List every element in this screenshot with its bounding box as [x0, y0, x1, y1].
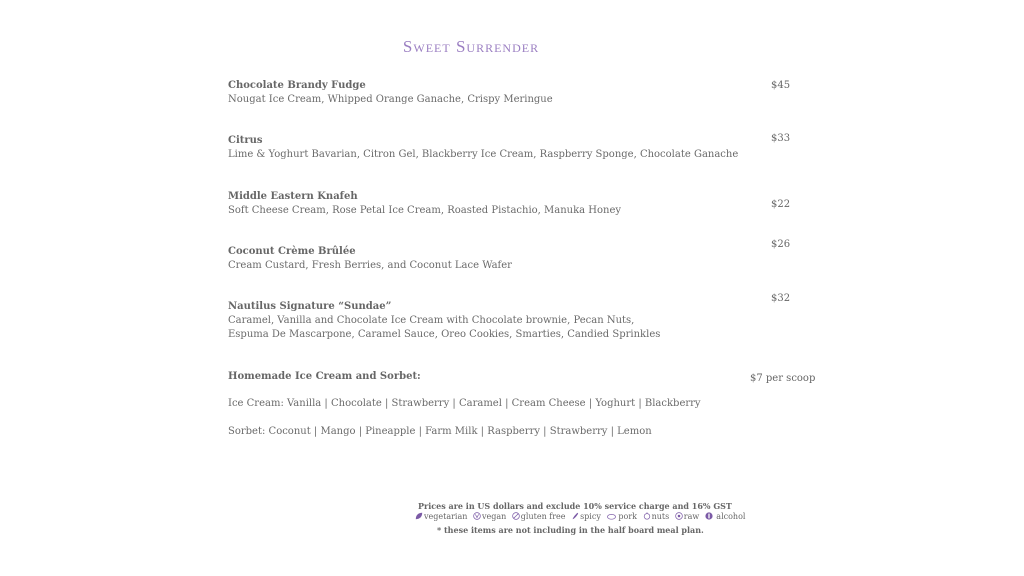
chili-icon — [571, 512, 579, 520]
item-description: Cream Custard, Fresh Berries, and Coconut Lace Wafer — [228, 260, 512, 271]
homemade-price: $7 per scoop — [750, 373, 816, 384]
menu-item — [228, 190, 768, 218]
dietary-legend — [415, 512, 748, 521]
legend-nuts: nuts — [643, 512, 670, 521]
menu-title: Sweet Surrender — [402, 37, 540, 56]
item-name: Middle Eastern Knafeh — [228, 191, 358, 202]
item-price: $45 — [771, 80, 791, 91]
gluten-free-icon — [512, 512, 520, 520]
item-price: $32 — [771, 293, 791, 304]
item-name: Citrus — [228, 135, 263, 146]
legend-alcohol: alcohol — [705, 512, 746, 521]
menu-item — [228, 79, 768, 107]
item-price: $22 — [771, 199, 791, 210]
item-price: $33 — [771, 133, 791, 144]
sorbet-flavors: Sorbet: Coconut | Mango | Pineapple | Farm Milk | Raspberry | Strawberry | Lemon — [228, 426, 652, 437]
vegan-icon — [473, 512, 481, 520]
ice-cream-flavors: Ice Cream: Vanilla | Chocolate | Strawberry | Caramel | Cream Cheese | Yoghurt | Blackberry — [228, 398, 701, 409]
meal-plan-note: * these items are not including in the half board meal plan. — [437, 525, 704, 535]
item-description: Soft Cheese Cream, Rose Petal Ice Cream, Roasted Pistachio, Manuka Honey — [228, 205, 622, 216]
item-description: Nougat Ice Cream, Whipped Orange Ganache, Crispy Meringue — [228, 94, 553, 105]
menu-item — [228, 245, 768, 273]
vegetarian-leaf-icon — [415, 512, 423, 520]
homemade-heading: Homemade Ice Cream and Sorbet: — [228, 371, 421, 382]
legend-vegetarian: vegetarian — [415, 512, 467, 521]
legend-gluten-free: gluten free — [512, 512, 566, 521]
legend-vegan: vegan — [473, 512, 506, 521]
item-name: Coconut Crème Brûlée — [228, 246, 356, 257]
legend-raw: raw — [675, 512, 699, 521]
raw-icon — [675, 512, 683, 520]
legend-pork: pork — [606, 512, 637, 521]
menu-item — [228, 134, 768, 162]
item-description: Espuma De Mascarpone, Caramel Sauce, Oreo Cookies, Smarties, Candied Sprinkles — [228, 329, 661, 340]
prices-note: Prices are in US dollars and exclude 10% service charge and 16% GST — [418, 501, 732, 511]
item-description: Lime & Yoghurt Bavarian, Citron Gel, Blackberry Ice Cream, Raspberry Sponge, Chocolate Ganache — [228, 149, 739, 160]
legend-spicy: spicy — [571, 512, 601, 521]
nut-icon — [643, 512, 651, 520]
item-description: Caramel, Vanilla and Chocolate Ice Cream with Chocolate brownie, Pecan Nuts, — [228, 315, 635, 326]
pig-icon — [606, 512, 617, 520]
item-name: Nautilus Signature “Sundae” — [228, 301, 392, 312]
item-name: Chocolate Brandy Fudge — [228, 80, 366, 91]
alcohol-icon — [705, 512, 713, 520]
menu-item — [228, 300, 768, 342]
item-price: $26 — [771, 239, 791, 250]
